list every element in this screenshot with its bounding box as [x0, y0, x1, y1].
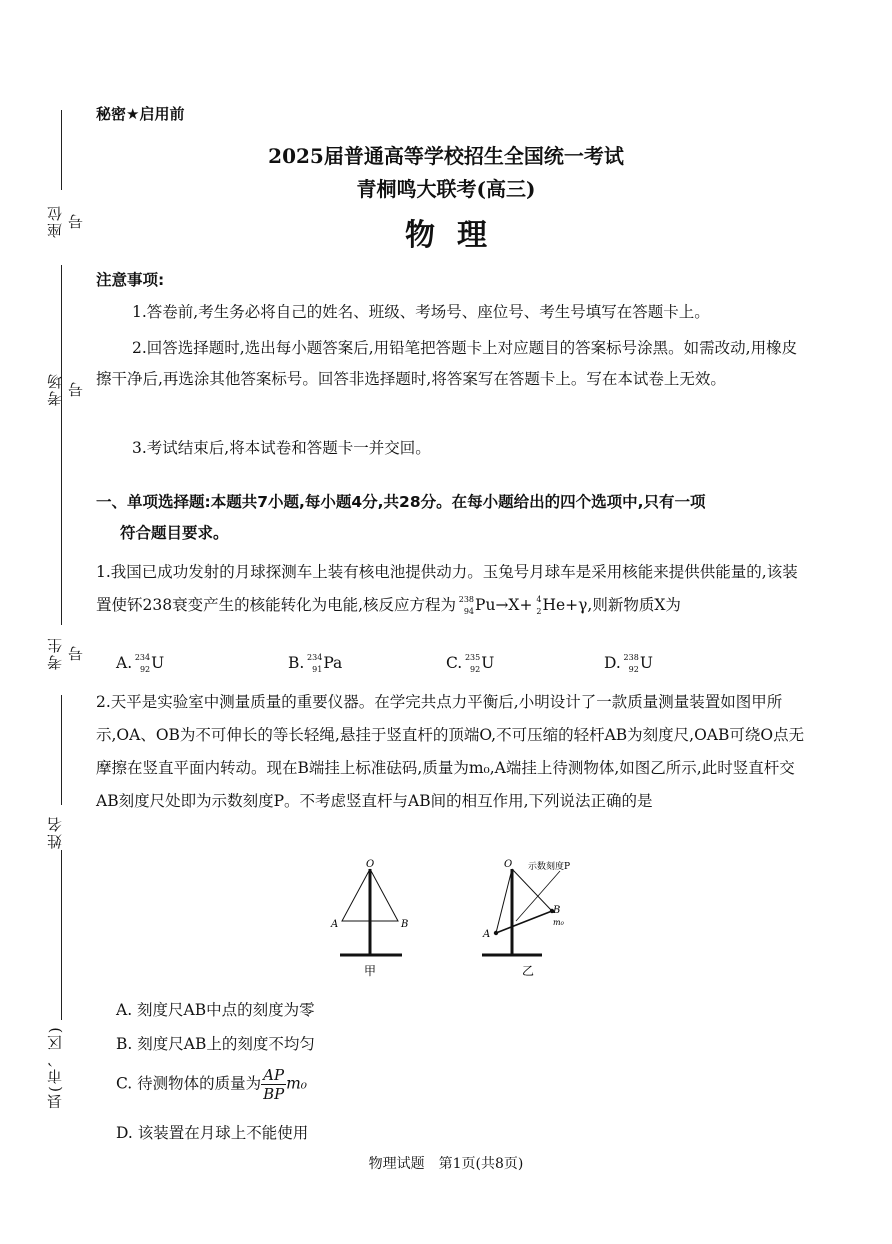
charge-number: 92	[470, 665, 481, 674]
equation-end: +γ	[565, 596, 588, 614]
label-b: B	[401, 919, 409, 930]
option-letter: A.	[116, 654, 133, 672]
figure-right	[482, 859, 570, 978]
isotope	[621, 653, 639, 675]
label-o: O	[366, 859, 375, 870]
notice-item-3: 3.考试结束后,将本试卷和答题卡一并交回。	[132, 439, 431, 457]
equation-mid: →X+	[495, 596, 533, 614]
section-heading	[96, 487, 808, 549]
option-b[interactable]	[288, 653, 342, 675]
caption-right: 乙	[522, 964, 535, 978]
label-a: A	[483, 929, 491, 940]
option-letter: D.	[604, 654, 621, 672]
choice-c[interactable]	[116, 1066, 307, 1103]
mass-number: 234	[307, 653, 323, 662]
mass-a	[494, 931, 498, 935]
balance-figure	[320, 855, 590, 980]
question-1-text: 1.我国已成功发射的月球探测车上装有核电池提供动力。玉兔号月球车是采用核能来提供供能量的,该装置使钚238衰变产生的核能转化为电能,核反应方程为	[96, 563, 798, 614]
fraction-denominator: BP	[263, 1085, 285, 1103]
question-2-text: 2.天平是实验室中测量质量的重要仪器。在学完共点力平衡后,小明设计了一款质量测量装置如图甲所示,OA、OB为不可伸长的等长轻绳,悬挂于竖直杆的顶端O,不可压缩的轻杆AB为刻度尺,OAB可绕O点无摩擦在竖直平面内转动。现在B端挂上标准砝码,质量为m₀,A端挂上待测物体,如图乙所示,此时竖直杆交AB刻度尺处即为示数刻度P。不考虑竖直杆与AB间的相互作用,下列说法正确的是	[96, 693, 805, 810]
margin-line	[61, 695, 62, 805]
option-letter: B.	[288, 654, 305, 672]
isotope-he	[532, 595, 541, 617]
label-o: O	[504, 859, 513, 870]
question-1	[96, 556, 808, 622]
question-1-tail: ,则新物质X为	[587, 596, 681, 614]
element-symbol: He	[542, 596, 566, 614]
mass-number: 238	[458, 595, 475, 604]
charge-number: 2	[536, 607, 542, 616]
exam-subtitle: 青桐鸣大联考(高三)	[356, 177, 536, 201]
element-symbol: U	[481, 654, 495, 672]
option-letter: C.	[446, 654, 463, 672]
isotope	[132, 653, 150, 675]
isotope	[304, 653, 322, 675]
margin-line	[61, 430, 62, 625]
choice-c-prefix: C. 待测物体的质量为	[116, 1074, 262, 1093]
exam-number-label: 考生号	[46, 636, 85, 670]
subject-title: 物理	[405, 218, 509, 253]
notice-item-2: 2.回答选择题时,选出每小题答案后,用铅笔把答题卡上对应题目的答案标号涂黑。如需改动,用橡皮擦干净后,再选涂其他答案标号。回答非选择题时,将答案写在答题卡上。写在本试卷上无效。	[96, 339, 798, 388]
notice-item-1: 1.答卷前,考生务必将自己的姓名、班级、考场号、座位号、考生号填写在答题卡上。	[132, 303, 710, 321]
label-m0: m₀	[553, 918, 564, 927]
choice-c-suffix: m₀	[286, 1074, 308, 1093]
charge-number: 94	[463, 607, 475, 616]
scale-rod-ab	[496, 911, 552, 933]
choice-d[interactable]: D. 该装置在月球上不能使用	[116, 1124, 309, 1142]
secret-mark: 秘密★启用前	[96, 105, 185, 123]
charge-number: 92	[139, 665, 151, 674]
seat-label: 座位号	[46, 204, 85, 238]
option-a[interactable]	[116, 653, 164, 675]
margin-line	[61, 850, 62, 1020]
mass-number: 238	[623, 653, 639, 662]
option-d[interactable]	[604, 653, 653, 675]
exam-title: 2025届普通高等学校招生全国统一考试	[268, 144, 624, 168]
label-a: A	[331, 919, 339, 930]
isotope	[462, 653, 480, 675]
rope-oa	[496, 869, 512, 933]
element-symbol: Pu	[475, 596, 496, 614]
county-label: 县(市、区)	[46, 1025, 64, 1109]
rope-ob	[512, 869, 552, 911]
name-label: 姓名	[46, 815, 64, 849]
label-b: B	[553, 905, 561, 916]
section-heading-line1: 一、单项选择题:本题共7小题,每小题4分,共28分。在每小题给出的四个选项中,只有一项	[96, 493, 706, 511]
label-p: 示数刻度P	[528, 862, 571, 872]
charge-number: 91	[312, 665, 323, 674]
choice-b[interactable]: B. 刻度尺AB上的刻度不均匀	[116, 1035, 315, 1053]
mass-number: 234	[134, 653, 151, 662]
element-symbol: Pa	[323, 654, 343, 672]
fraction	[261, 1066, 286, 1103]
mass-number: 235	[464, 653, 481, 662]
isotope-pu	[456, 595, 474, 617]
figure-left	[330, 859, 408, 978]
notice-heading: 注意事项:	[96, 271, 165, 289]
section-heading-line2: 符合题目要求。	[120, 524, 229, 542]
fraction-numerator: AP	[263, 1066, 285, 1084]
option-c[interactable]	[446, 653, 494, 675]
page-footer: 物理试题 第1页(共8页)	[368, 1156, 524, 1172]
element-symbol: U	[151, 654, 165, 672]
choice-a[interactable]: A. 刻度尺AB中点的刻度为零	[116, 1001, 315, 1019]
mass-number: 4	[536, 595, 542, 604]
charge-number: 92	[628, 665, 639, 674]
element-symbol: U	[639, 654, 653, 672]
room-label: 考场号	[46, 372, 85, 406]
caption-left: 甲	[364, 964, 377, 978]
